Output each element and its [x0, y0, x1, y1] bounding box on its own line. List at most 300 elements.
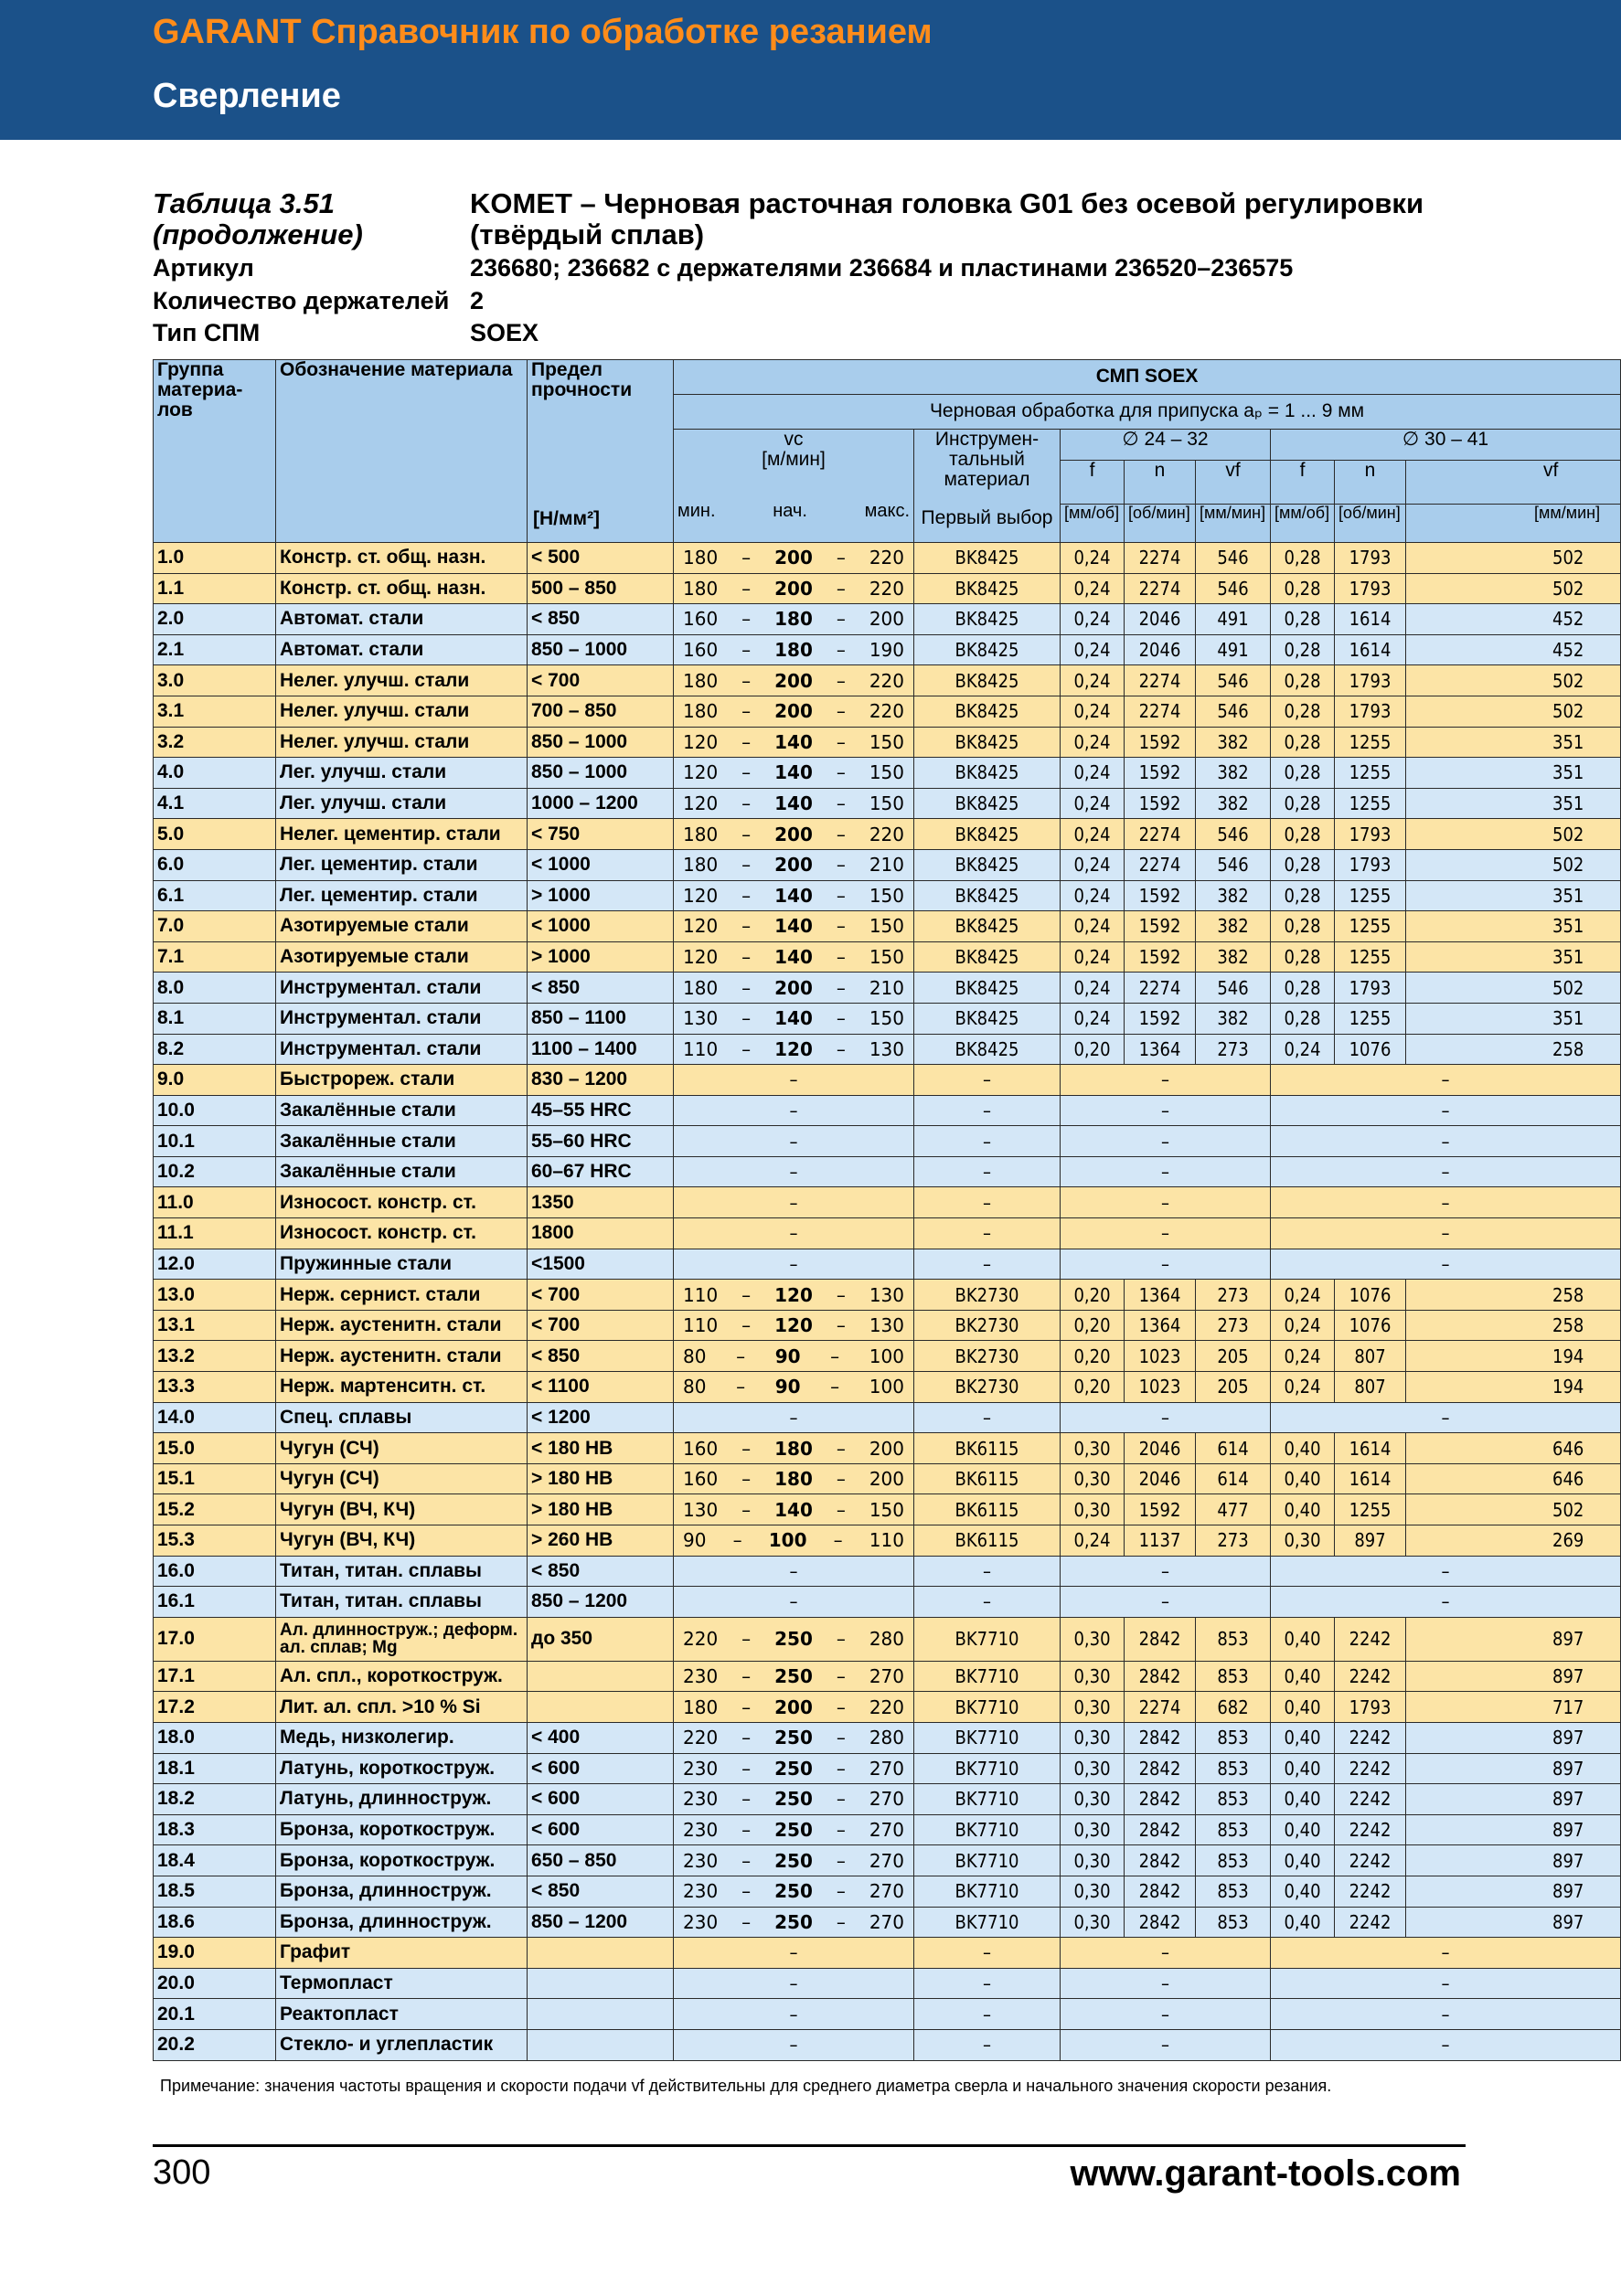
vc-min: 130 [683, 1007, 719, 1030]
vc-min: 230 [683, 1665, 719, 1688]
cell-vf-2: 897 [1406, 1722, 1621, 1753]
cell-vc: – [674, 1249, 914, 1280]
vc-dash: – [741, 1437, 752, 1460]
cell-strength [528, 1661, 674, 1692]
cell-f-2: 0,28 [1271, 1003, 1335, 1034]
cell-tool-material: BK8425 [914, 634, 1061, 665]
vc-max: 190 [869, 639, 904, 662]
cell-group: 7.0 [154, 911, 276, 942]
table-row [154, 1433, 1621, 1464]
vc-start: 180 [774, 1437, 813, 1460]
cell-vf-2: 351 [1406, 941, 1621, 973]
unit-n-2: [об/мин] [1335, 505, 1406, 543]
table-row [154, 1692, 1621, 1723]
cell-strength: < 500 [528, 543, 674, 574]
table-row [154, 1525, 1621, 1557]
cell-f-1: 0,30 [1061, 1907, 1125, 1938]
cell-tool-material: BK8425 [914, 911, 1061, 942]
vc-start: 200 [774, 976, 813, 999]
cell-f-2: 0,28 [1271, 788, 1335, 819]
col-f-2: f [1271, 461, 1335, 505]
cell-strength: < 750 [528, 819, 674, 850]
cell-material: Латунь, длинноструж. [276, 1784, 528, 1815]
cell-n-1: 1137 [1125, 1525, 1196, 1557]
cell-d1: – [1061, 1938, 1271, 1969]
footer-rule [153, 2144, 1466, 2147]
cell-group: 8.1 [154, 1003, 276, 1034]
cell-material: Констр. ст. общ. назн. [276, 543, 528, 574]
cell-tool-material: BK7710 [914, 1661, 1061, 1692]
cell-material: Износост. констр. ст. [276, 1187, 528, 1218]
cell-group: 18.0 [154, 1722, 276, 1753]
vc-dash: – [741, 1910, 752, 1933]
cell-n-2: 2242 [1335, 1753, 1406, 1784]
vc-dash: – [741, 1283, 752, 1306]
cell-n-1: 2274 [1125, 1692, 1196, 1723]
cell-strength: > 180 HB [528, 1463, 674, 1494]
vc-min: 120 [683, 884, 719, 907]
col-tool-material: Инструмен-тальный материал Первый выбор [914, 430, 1061, 543]
cell-n-2: 1255 [1335, 788, 1406, 819]
cell-vc: – [674, 1938, 914, 1969]
cell-n-1: 2842 [1125, 1876, 1196, 1907]
vc-start: 180 [774, 1468, 813, 1491]
vc-start: 120 [774, 1283, 813, 1306]
vc-max: 100 [869, 1345, 904, 1367]
table-row [154, 1126, 1621, 1157]
table-row [154, 880, 1621, 911]
cell-vc: – [674, 1218, 914, 1249]
vc-dash: – [741, 1468, 752, 1491]
cell-d2: – [1271, 1402, 1621, 1433]
cell-strength: > 1000 [528, 880, 674, 911]
col-vc-min: мин. [677, 501, 716, 521]
cell-material: Нелег. улучш. стали [276, 727, 528, 758]
cell-group: 13.3 [154, 1372, 276, 1403]
cell-d2: – [1271, 1218, 1621, 1249]
table-row [154, 1938, 1621, 1969]
rough-machining-header: Черновая обработка для припуска aₚ = 1 ... 9 мм [674, 395, 1621, 430]
table-row [154, 1845, 1621, 1876]
cell-tool-material: – [914, 1095, 1061, 1126]
cell-f-2: 0,24 [1271, 1372, 1335, 1403]
cell-tool-material: BK7710 [914, 1753, 1061, 1784]
cell-strength: < 1200 [528, 1402, 674, 1433]
cell-f-2: 0,24 [1271, 1310, 1335, 1341]
cell-strength: < 850 [528, 1341, 674, 1372]
vc-start: 140 [774, 1498, 813, 1521]
vc-start: 90 [774, 1345, 801, 1367]
cell-tool-material: BK8425 [914, 973, 1061, 1004]
cell-group: 11.0 [154, 1187, 276, 1218]
cell-group: 10.2 [154, 1156, 276, 1187]
cell-strength: < 850 [528, 973, 674, 1004]
table-row [154, 1999, 1621, 2030]
vc-dash: – [741, 1695, 752, 1718]
cell-f-1: 0,24 [1061, 573, 1125, 604]
cell-n-1: 1592 [1125, 911, 1196, 942]
cell-vc [674, 604, 914, 635]
cell-vc: – [674, 2029, 914, 2060]
cell-tool-material: BK8425 [914, 573, 1061, 604]
cell-vf-2: 258 [1406, 1310, 1621, 1341]
vc-start: 140 [774, 1007, 813, 1030]
cell-f-1: 0,24 [1061, 543, 1125, 574]
cell-f-1: 0,20 [1061, 1341, 1125, 1372]
cell-n-2: 1255 [1335, 758, 1406, 789]
cell-vc [674, 1494, 914, 1525]
table-row [154, 1372, 1621, 1403]
cell-vf-2: 452 [1406, 634, 1621, 665]
vc-start: 140 [774, 761, 813, 784]
cell-group: 18.1 [154, 1753, 276, 1784]
cell-tool-material: BK8425 [914, 758, 1061, 789]
cell-material: Пружинные стали [276, 1249, 528, 1280]
cell-vf-1: 853 [1196, 1907, 1271, 1938]
cell-n-2: 2242 [1335, 1784, 1406, 1815]
cell-strength: < 180 HB [528, 1433, 674, 1464]
cell-vf-1: 382 [1196, 1003, 1271, 1034]
vc-start: 180 [774, 608, 813, 631]
table-row [154, 1753, 1621, 1784]
table-row [154, 1249, 1621, 1280]
cell-tool-material: – [914, 1126, 1061, 1157]
vc-start: 140 [774, 884, 813, 907]
vc-max: 150 [869, 792, 904, 815]
vc-start: 140 [774, 946, 813, 969]
cell-vf-1: 477 [1196, 1494, 1271, 1525]
cell-n-2: 1793 [1335, 819, 1406, 850]
cell-n-2: 1793 [1335, 1692, 1406, 1723]
cell-material: Инструментал. стали [276, 973, 528, 1004]
table-row [154, 573, 1621, 604]
cell-f-2: 0,40 [1271, 1494, 1335, 1525]
vc-dash: – [741, 1628, 752, 1651]
cell-material: Автомат. стали [276, 604, 528, 635]
cell-d1: – [1061, 1249, 1271, 1280]
cell-strength: 850 – 1000 [528, 758, 674, 789]
cell-n-1: 1023 [1125, 1341, 1196, 1372]
vc-dash: – [741, 1727, 752, 1749]
cell-group: 2.0 [154, 604, 276, 635]
cell-tool-material: BK8425 [914, 1034, 1061, 1065]
table-row [154, 2029, 1621, 2060]
cell-material: Титан, титан. сплавы [276, 1587, 528, 1618]
cell-d2: – [1271, 1938, 1621, 1969]
cell-vf-1: 546 [1196, 973, 1271, 1004]
cell-n-1: 1364 [1125, 1310, 1196, 1341]
cell-f-1: 0,30 [1061, 1494, 1125, 1525]
cell-group: 18.6 [154, 1907, 276, 1938]
type-label: Тип СПМ [153, 319, 261, 346]
table-row [154, 1187, 1621, 1218]
cell-f-2: 0,28 [1271, 911, 1335, 942]
vc-dash: – [741, 761, 752, 784]
cell-f-2: 0,28 [1271, 941, 1335, 973]
cell-vf-2: 897 [1406, 1617, 1621, 1661]
cell-strength: < 600 [528, 1784, 674, 1815]
cell-f-2: 0,24 [1271, 1034, 1335, 1065]
vc-max: 220 [869, 823, 904, 845]
cell-f-1: 0,30 [1061, 1661, 1125, 1692]
table-row [154, 1907, 1621, 1938]
vc-min: 130 [683, 1498, 719, 1521]
cell-f-2: 0,40 [1271, 1692, 1335, 1723]
col-smp-soex: СМП SOEX [674, 360, 1621, 395]
cell-vf-2: 194 [1406, 1341, 1621, 1372]
cell-vf-1: 273 [1196, 1310, 1271, 1341]
cell-strength: <1500 [528, 1249, 674, 1280]
cell-vf-2: 194 [1406, 1372, 1621, 1403]
cell-n-2: 2242 [1335, 1845, 1406, 1876]
cell-group: 4.1 [154, 788, 276, 819]
cell-strength [528, 1968, 674, 1999]
cell-n-1: 2842 [1125, 1617, 1196, 1661]
vc-start: 100 [768, 1529, 807, 1552]
cell-n-2: 1614 [1335, 1463, 1406, 1494]
cell-vf-1: 491 [1196, 634, 1271, 665]
vc-max: 150 [869, 915, 904, 938]
cell-strength: 850 – 1000 [528, 634, 674, 665]
vc-dash: – [836, 1665, 846, 1688]
cell-tool-material: BK7710 [914, 1722, 1061, 1753]
cell-tool-material: – [914, 1556, 1061, 1587]
table-row [154, 634, 1621, 665]
cell-tool-material: BK8425 [914, 696, 1061, 727]
cell-f-2: 0,28 [1271, 573, 1335, 604]
cell-vf-1: 853 [1196, 1753, 1271, 1784]
table-row [154, 1463, 1621, 1494]
vc-start: 200 [774, 1695, 813, 1718]
vc-min: 160 [683, 639, 719, 662]
cell-vf-2: 258 [1406, 1280, 1621, 1311]
cell-group: 10.1 [154, 1126, 276, 1157]
cell-vf-2: 502 [1406, 1494, 1621, 1525]
vc-start: 250 [774, 1628, 813, 1651]
cell-group: 13.2 [154, 1341, 276, 1372]
col-n-2: n [1335, 461, 1406, 505]
vc-min: 160 [683, 1468, 719, 1491]
footer-url: www.garant-tools.com [1070, 2153, 1461, 2194]
cell-vf-1: 546 [1196, 696, 1271, 727]
col-vc-start: нач. [773, 501, 807, 521]
cell-group: 2.1 [154, 634, 276, 665]
cell-vf-1: 205 [1196, 1372, 1271, 1403]
cell-group: 10.0 [154, 1095, 276, 1126]
cell-d1: – [1061, 1218, 1271, 1249]
vc-start: 140 [774, 915, 813, 938]
vc-start: 180 [774, 639, 813, 662]
cell-group: 9.0 [154, 1065, 276, 1096]
vc-start: 140 [774, 792, 813, 815]
vc-dash: – [836, 547, 846, 569]
vc-dash: – [741, 854, 752, 877]
cell-vf-1: 682 [1196, 1692, 1271, 1723]
cell-vc [674, 849, 914, 880]
cell-material: Термопласт [276, 1968, 528, 1999]
cell-group: 13.0 [154, 1280, 276, 1311]
cell-n-1: 2274 [1125, 665, 1196, 696]
vc-max: 270 [869, 1910, 904, 1933]
cell-tool-material: BK8425 [914, 727, 1061, 758]
cell-vc [674, 880, 914, 911]
vc-start: 200 [774, 854, 813, 877]
cell-tool-material: BK8425 [914, 880, 1061, 911]
vc-dash: – [741, 1849, 752, 1872]
cell-material: Медь, низколегир. [276, 1722, 528, 1753]
cell-material: Стекло- и углепластик [276, 2029, 528, 2060]
cell-material: Бронза, короткоструж. [276, 1845, 528, 1876]
col-strength: Предел прочности [Н/мм²] [528, 360, 674, 543]
cell-n-1: 1364 [1125, 1034, 1196, 1065]
cell-vc [674, 1280, 914, 1311]
cell-group: 19.0 [154, 1938, 276, 1969]
cell-tool-material: – [914, 1938, 1061, 1969]
cell-f-2: 0,28 [1271, 604, 1335, 635]
table-row [154, 1876, 1621, 1907]
cell-d1: – [1061, 1968, 1271, 1999]
table-row [154, 604, 1621, 635]
cell-f-1: 0,20 [1061, 1280, 1125, 1311]
table-row [154, 1065, 1621, 1096]
cell-vc: – [674, 1999, 914, 2030]
cell-n-1: 2046 [1125, 634, 1196, 665]
article-label: Артикул [153, 254, 254, 282]
vc-min: 120 [683, 915, 719, 938]
vc-start: 120 [774, 1314, 813, 1337]
table-body [154, 543, 1621, 2061]
cell-material: Чугун (СЧ) [276, 1433, 528, 1464]
vc-dash: – [836, 1788, 846, 1811]
cell-f-1: 0,24 [1061, 941, 1125, 973]
cell-strength: 1100 – 1400 [528, 1034, 674, 1065]
cell-n-1: 1023 [1125, 1372, 1196, 1403]
cell-vf-2: 351 [1406, 880, 1621, 911]
cell-n-2: 1255 [1335, 727, 1406, 758]
cell-tool-material: BK8425 [914, 788, 1061, 819]
cell-strength: до 350 [528, 1617, 674, 1661]
cell-material: Нерж. аустенитн. стали [276, 1310, 528, 1341]
cell-f-1: 0,30 [1061, 1784, 1125, 1815]
vc-start: 90 [774, 1376, 801, 1398]
cell-group: 20.1 [154, 1999, 276, 2030]
cell-material: Лег. цементир. стали [276, 849, 528, 880]
vc-dash: – [836, 639, 846, 662]
vc-dash: – [836, 577, 846, 600]
cell-strength: 650 – 850 [528, 1845, 674, 1876]
vc-dash: – [836, 1757, 846, 1780]
cell-n-2: 2242 [1335, 1814, 1406, 1845]
cell-f-2: 0,40 [1271, 1784, 1335, 1815]
cell-group: 20.2 [154, 2029, 276, 2060]
cell-n-1: 2046 [1125, 1433, 1196, 1464]
cell-tool-material: BK2730 [914, 1372, 1061, 1403]
cell-n-1: 2274 [1125, 696, 1196, 727]
cell-f-1: 0,24 [1061, 604, 1125, 635]
cell-strength: > 260 HB [528, 1525, 674, 1557]
cell-tool-material: BK6115 [914, 1463, 1061, 1494]
cell-strength: 1800 [528, 1218, 674, 1249]
vc-min: 80 [683, 1376, 707, 1398]
page-header [0, 0, 1621, 140]
cell-material: Спец. сплавы [276, 1402, 528, 1433]
cell-d2: – [1271, 1065, 1621, 1096]
table-row [154, 1280, 1621, 1311]
cell-group: 16.0 [154, 1556, 276, 1587]
vc-dash: – [836, 669, 846, 692]
cell-group: 18.3 [154, 1814, 276, 1845]
cell-vc [674, 788, 914, 819]
cell-material: Инструментал. стали [276, 1034, 528, 1065]
cell-material: Титан, титан. сплавы [276, 1556, 528, 1587]
vc-max: 270 [869, 1849, 904, 1872]
cell-f-2: 0,28 [1271, 634, 1335, 665]
table-note: Примечание: значения частоты вращения и скорости подачи vf действительны для среднего диаметра сверла и начального значения скорости резания. [160, 2077, 1332, 2095]
cell-n-1: 2842 [1125, 1753, 1196, 1784]
cell-strength: < 700 [528, 1280, 674, 1311]
table-row [154, 973, 1621, 1004]
cell-strength: 830 – 1200 [528, 1065, 674, 1096]
vc-start: 250 [774, 1819, 813, 1842]
table-title-line2: (твёрдый сплав) [470, 218, 705, 250]
cell-group: 15.1 [154, 1463, 276, 1494]
type-value: SOEX [470, 319, 539, 346]
cell-material: Бронза, длинноструж. [276, 1907, 528, 1938]
cell-f-2: 0,28 [1271, 758, 1335, 789]
table-row [154, 1784, 1621, 1815]
cell-tool-material: BK7710 [914, 1692, 1061, 1723]
table-row [154, 788, 1621, 819]
vc-dash: – [741, 1007, 752, 1030]
cell-f-2: 0,30 [1271, 1525, 1335, 1557]
vc-max: 150 [869, 730, 904, 753]
vc-dash: – [836, 1695, 846, 1718]
cell-vc: – [674, 1556, 914, 1587]
vc-min: 120 [683, 730, 719, 753]
cell-strength: < 850 [528, 1876, 674, 1907]
cell-vc: – [674, 1187, 914, 1218]
cell-strength: 850 – 1200 [528, 1587, 674, 1618]
cell-vc [674, 1722, 914, 1753]
vc-dash: – [741, 792, 752, 815]
cell-d1: – [1061, 1065, 1271, 1096]
cell-vf-2: 502 [1406, 543, 1621, 574]
cell-n-2: 1255 [1335, 1494, 1406, 1525]
cell-vc: – [674, 1095, 914, 1126]
cell-group: 12.0 [154, 1249, 276, 1280]
cell-vc [674, 1433, 914, 1464]
cell-vc: – [674, 1126, 914, 1157]
cell-d1: – [1061, 1095, 1271, 1126]
cell-d1: – [1061, 1999, 1271, 2030]
cell-f-1: 0,30 [1061, 1617, 1125, 1661]
cell-tool-material: BK8425 [914, 941, 1061, 973]
table-row [154, 1722, 1621, 1753]
vc-min: 110 [683, 1314, 719, 1337]
cell-tool-material: BK7710 [914, 1784, 1061, 1815]
vc-dash: – [836, 700, 846, 723]
cell-vf-1: 491 [1196, 604, 1271, 635]
table-row [154, 665, 1621, 696]
col-group: Группа материа-лов [154, 360, 276, 543]
vc-start: 200 [774, 669, 813, 692]
cell-f-1: 0,20 [1061, 1310, 1125, 1341]
vc-dash: – [836, 1910, 846, 1933]
cell-group: 17.2 [154, 1692, 276, 1723]
cell-vf-1: 853 [1196, 1876, 1271, 1907]
cell-n-2: 1614 [1335, 634, 1406, 665]
table-row [154, 1218, 1621, 1249]
